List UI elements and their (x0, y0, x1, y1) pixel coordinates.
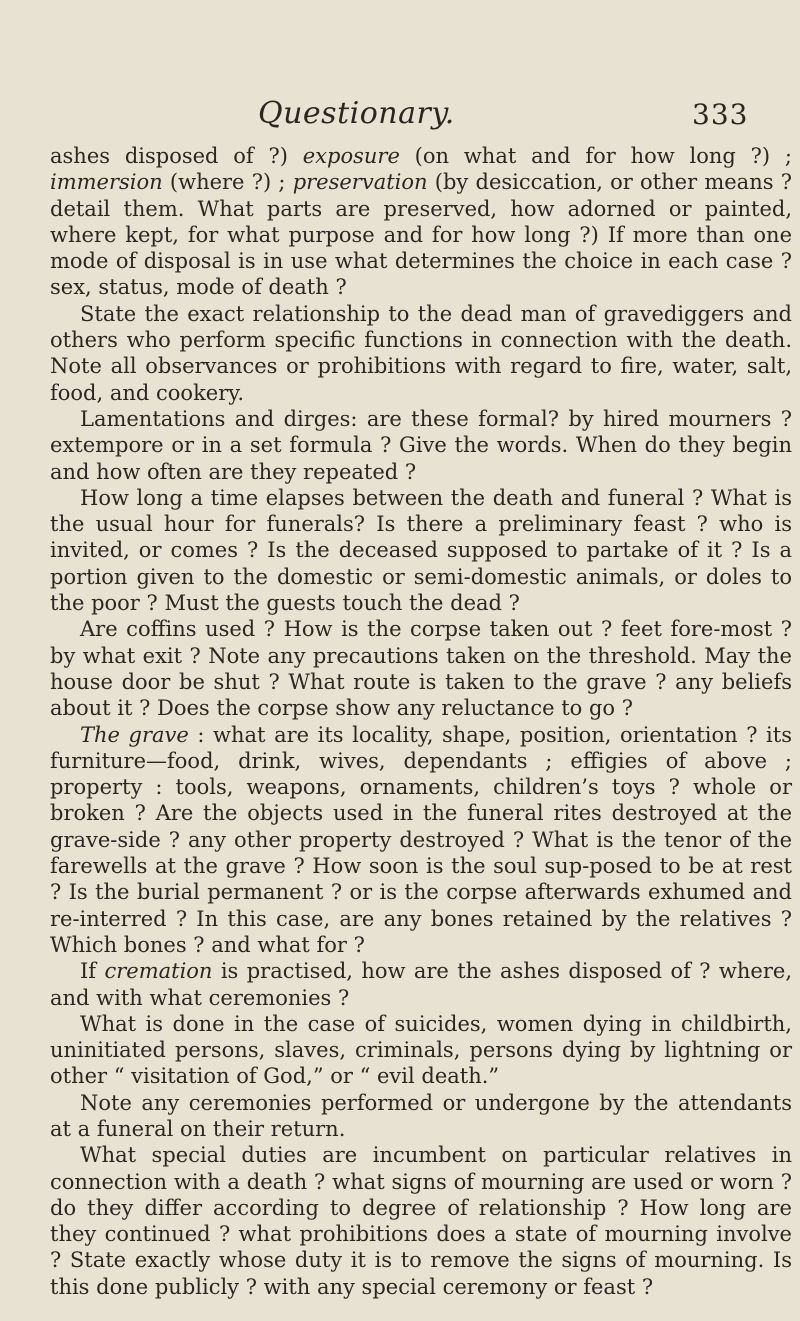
italic-term-immersion: immersion (50, 170, 163, 195)
text-run: If (80, 959, 105, 984)
italic-term-preservation: preservation (292, 170, 428, 195)
paragraph-grave (50, 722, 792, 959)
page-header (0, 96, 800, 136)
paragraph-ashes-disposal (50, 143, 792, 301)
italic-term-cremation: cremation (104, 959, 213, 984)
text-run: ashes disposed of ?) (50, 144, 303, 168)
paragraph-funeral-timing: How long a time elapses between the death and funeral ? What is the usual hour for funerals? Is there a preliminary feast ? who is invited, or comes ? Is the deceased supposed to partake of it ? Is a portion given to the domestic or semi-domestic animals, or doles to the poor ? Must the guests touch the dead ? (50, 485, 792, 616)
paragraph-special-deaths: What is done in the case of suicides, women dying in childbirth, uninitiated persons, slaves, criminals, persons dying by lightning or other “ visitation of God,” or “ evil death.” (50, 1011, 792, 1089)
body-text (50, 143, 792, 1300)
text-run: (on what and for how long ?) ; (399, 144, 792, 168)
page-number: 333 (692, 98, 749, 131)
italic-term-the-grave: The grave (80, 722, 189, 747)
paragraph-coffins: Are coffins used ? How is the corpse taken out ? feet fore-most ? by what exit ? Note any precautions taken on the threshold. May the house door be shut ? What route is taken to the grave ? any beliefs about it ? Does the corpse show any reluctance to go ? (50, 617, 792, 721)
text-run: is practised, how are the ashes disposed of ? where, and with what ceremonies ? (50, 959, 793, 1010)
text-run: : what are its locality, shape, position, orientation ? its furniture—food, drink, wives, dependants ; effigies of above ; property : tools, weapons, ornaments, children’s toys ? whole or broken ? Are the objects used in the funeral rites destroyed at the grave-side ? any other property destroyed ? What is the tenor of the farewells at the grave ? How soon is the soul sup-posed to be at rest ? Is the burial permanent ? or is the corpse afterwards exhumed and re-interred ? In this case, are any bones retained by the relatives ? Which bones ? and what for ? (50, 722, 792, 957)
paragraph-attendants: Note any ceremonies performed or undergone by the attendants at a funeral on their return. (50, 1090, 792, 1141)
italic-term-exposure: exposure (302, 144, 400, 168)
text-run: (by desiccation, or other means ? detail them. What parts are preserved, how adorned or painted, where kept, for what purpose and for how long ?) If more than one mode of disposal is in use what determines the choice in each case ? sex, status, mode of death ? (50, 170, 792, 300)
text-run: (where ?) ; (162, 170, 293, 195)
paragraph-cremation (50, 958, 792, 1011)
paragraph-lamentations: Lamentations and dirges: are these formal? by hired mourners ? extempore or in a set formula ? Give the words. When do they begin and how often are they repeated ? (50, 406, 792, 484)
paragraph-gravediggers: State the exact relationship to the dead man of gravediggers and others who perform specific functions in connection with the death. Note all observances or prohibitions with regard to fire, water, salt, food, and cookery. (50, 301, 792, 405)
running-title: Questionary. (258, 96, 455, 131)
paragraph-mourning-duties: What special duties are incumbent on particular relatives in connection with a death ? what signs of mourning are used or worn ? do they differ according to degree of relationship ? How long are they continued ? what prohibitions does a state of mourning involve ? State exactly whose duty it is to remove the signs of mourning. Is this done publicly ? with any special ceremony or feast ? (50, 1143, 792, 1299)
